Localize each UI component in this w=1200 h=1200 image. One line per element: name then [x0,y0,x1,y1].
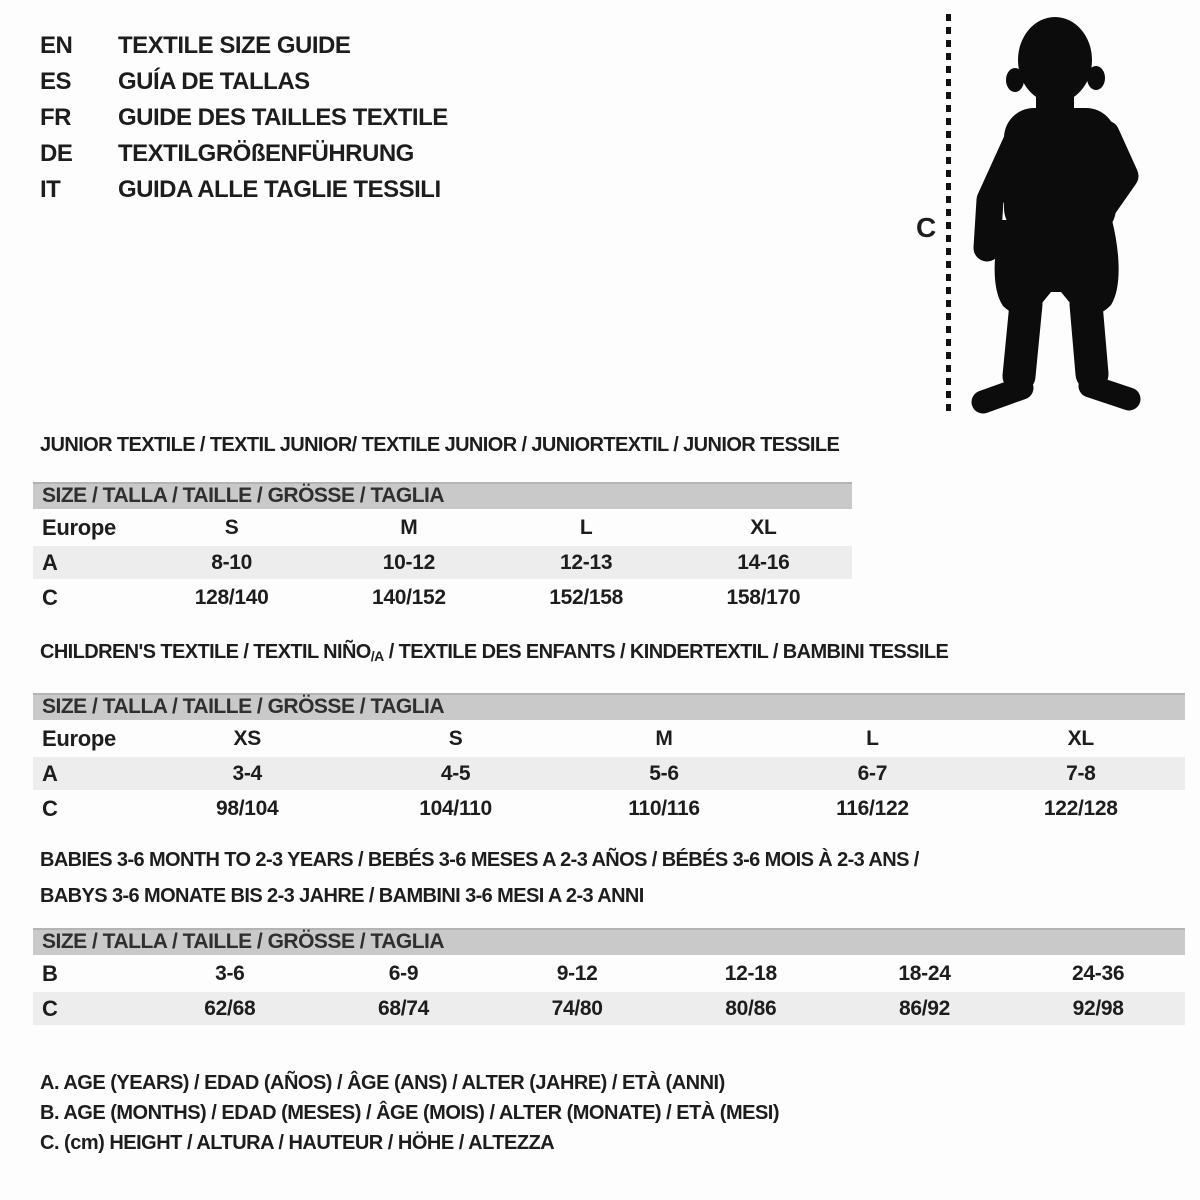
size-cell: 24-36 [1072,961,1125,985]
size-cell: XL [1067,726,1094,750]
size-cell: L [579,515,593,539]
size-cell: 116/122 [836,796,909,820]
size-cell: 92/98 [1072,996,1124,1020]
size-cell: 152/158 [549,585,624,609]
size-cell: 74/80 [551,996,603,1020]
table-row [33,722,1185,755]
size-cell: 62/68 [204,996,256,1020]
table-row [33,792,1185,825]
size-cell: M [400,515,418,539]
size-cell: S [448,726,463,750]
language-list [40,28,448,208]
size-cell: 18-24 [898,961,951,985]
size-cell: 110/116 [628,796,700,820]
size-cell: 5-6 [649,761,679,785]
legend [40,1068,779,1158]
row-label: A [42,760,58,786]
size-cell: 6-7 [857,761,888,785]
size-table-header: SIZE / TALLA / TAILLE / GRÖSSE / TAGLIA [33,928,1185,955]
legend-line-a: A. AGE (YEARS) / EDAD (AÑOS) / ÂGE (ANS) / ALTER (JAHRE) / ETÀ (ANNI) [40,1072,725,1094]
height-measure-dashed-line [946,14,951,414]
babies-section [33,849,1185,1025]
height-label-c: C [916,212,937,243]
row-label: C [42,995,58,1021]
junior-section-title: JUNIOR TEXTILE / TEXTIL JUNIOR/ TEXTILE JUNIOR / JUNIORTEXTIL / JUNIOR TESSILE [40,434,840,456]
language-row-fr [40,100,448,136]
children-title-rest: / TEXTILE DES ENFANTS / KINDERTEXTIL / BAMBINI TESSILE [383,641,949,663]
size-cell: 8-10 [211,550,253,574]
legend-line-b: B. AGE (MONTHS) / EDAD (MESES) / ÂGE (MOIS) / ALTER (MONATE) / ETÀ (MESI) [40,1102,780,1124]
size-cell: L [866,726,879,750]
row-label: C [42,795,58,821]
legend-line-c: C. (cm) HEIGHT / ALTURA / HAUTEUR / HÖHE / ALTEZZA [40,1132,555,1154]
row-label: Europe [42,514,116,540]
children-title-sub: /A [370,648,384,664]
size-cell: 14-16 [737,550,790,574]
language-title: TEXTILGRÖßENFÜHRUNG [118,140,414,167]
size-cell: 4-5 [440,761,471,785]
children-section-title [33,641,1185,667]
size-cell: XL [750,515,777,539]
language-row-it [40,172,448,208]
language-code: IT [40,176,61,203]
size-cell: 140/152 [371,585,446,609]
size-cell: 86/92 [898,996,951,1020]
size-cell: 12-13 [560,550,613,574]
size-cell: 104/110 [419,796,492,820]
size-cell: 122/128 [1043,796,1118,820]
size-cell: 9-12 [556,961,598,985]
size-cell: 3-4 [232,761,262,785]
size-cell: M [655,726,673,750]
size-cell: XS [233,726,261,750]
size-cell: 98/104 [215,796,279,820]
size-table-header: SIZE / TALLA / TAILLE / GRÖSSE / TAGLIA [33,693,1185,720]
table-row [33,992,1185,1025]
language-code: ES [40,68,72,95]
language-code: DE [40,140,73,167]
size-cell: 10-12 [382,550,435,574]
size-cell: S [224,515,239,539]
size-cell: 3-6 [215,961,245,985]
table-row [33,511,852,544]
babies-section-title-line1: BABIES 3-6 MONTH TO 2-3 YEARS / BEBÉS 3-6 MESES A 2-3 AÑOS / BÉBÉS 3-6 MOIS À 2-3 ANS / [40,849,919,871]
babies-size-table [33,928,1185,1025]
language-title: TEXTILE SIZE GUIDE [118,32,351,59]
table-row [33,957,1185,990]
row-label: B [42,960,58,986]
size-cell: 128/140 [194,585,269,609]
language-title: GUÍA DE TALLAS [118,68,310,95]
size-cell: 6-9 [388,961,419,985]
row-label: A [42,549,58,575]
row-label: Europe [42,725,116,751]
toddler-silhouette-icon [958,8,1148,420]
language-row-en [40,28,448,64]
children-title-main: CHILDREN'S TEXTILE / TEXTIL NIÑO [40,641,371,663]
language-code: EN [40,32,73,59]
baby-figure-block [900,8,1170,428]
babies-section-title-line2: BABYS 3-6 MONATE BIS 2-3 JAHRE / BAMBINI 3-6 MESI A 2-3 ANNI [40,885,644,907]
size-cell: 12-18 [724,961,777,985]
size-cell: 68/74 [377,996,430,1020]
children-size-table [33,693,1185,825]
table-row [33,546,852,579]
size-cell: 7-8 [1066,761,1096,785]
table-row [33,757,1185,790]
table-row [33,581,852,614]
size-cell: 80/86 [725,996,777,1020]
language-row-es [40,64,448,100]
language-title: GUIDE DES TAILLES TEXTILE [118,104,448,131]
size-table-header: SIZE / TALLA / TAILLE / GRÖSSE / TAGLIA [33,482,852,509]
children-section [33,641,1185,825]
row-label: C [42,584,58,610]
junior-section [33,434,852,614]
junior-size-table [33,482,852,614]
language-row-de [40,136,448,172]
size-cell: 158/170 [726,585,801,609]
language-code: FR [40,104,71,131]
language-title: GUIDA ALLE TAGLIE TESSILI [118,176,441,203]
